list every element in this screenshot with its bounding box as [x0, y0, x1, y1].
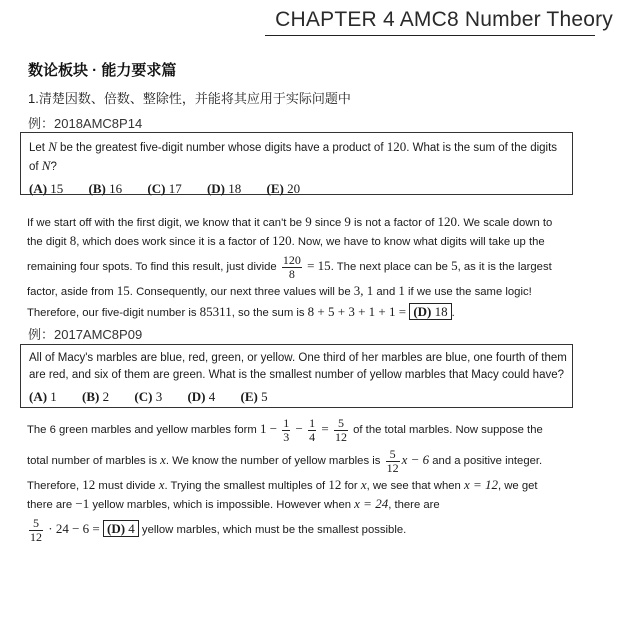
answer-letter: (D) — [413, 304, 432, 319]
math: 1 — [398, 283, 405, 298]
math-var: N — [48, 139, 57, 154]
text: , there are — [388, 499, 440, 511]
example1-problem-line1 — [29, 138, 564, 157]
fraction-denominator: 4 — [309, 429, 316, 444]
choice-value: 5 — [261, 389, 268, 404]
answer-box — [103, 520, 139, 537]
example1-solution — [27, 213, 567, 322]
math: x = 24 — [354, 496, 389, 511]
text: , we get — [497, 480, 538, 492]
answer-letter: (D) — [107, 521, 126, 536]
text: since — [311, 217, 345, 229]
math: − — [292, 421, 307, 436]
fraction — [308, 417, 316, 444]
text: If we start off with the first digit, we know that it can't be — [27, 217, 306, 229]
text: of — [29, 161, 42, 173]
choice-a — [29, 180, 63, 197]
choice-letter: (E) — [266, 181, 284, 196]
example2-solution — [27, 414, 567, 545]
choice-value: 17 — [168, 181, 182, 196]
text: remaining four spots. To find this result, just divide — [27, 261, 280, 273]
example1-label: 例：2018AMC8P14 — [28, 116, 143, 131]
text: there are — [27, 499, 76, 511]
choice-b — [89, 180, 123, 197]
solution-line — [27, 282, 567, 301]
text: if we use the same logic! — [404, 286, 532, 298]
text: Therefore, our five-digit number is — [27, 307, 200, 319]
fraction-denominator: 12 — [386, 460, 399, 475]
choice-letter: (C) — [134, 389, 153, 404]
chapter-header: CHAPTER 4 AMC8 Number Theory — [275, 8, 613, 31]
example2-problem-box — [20, 344, 573, 408]
text: factor, aside from — [27, 286, 117, 298]
math: 8 — [69, 233, 77, 248]
solution-line — [27, 476, 567, 495]
math: 9 — [344, 214, 351, 229]
fraction-numerator: 1 — [309, 415, 316, 430]
example1-choices — [29, 180, 564, 197]
math: 120 — [272, 233, 292, 248]
solution-line — [27, 445, 567, 476]
choice-b — [82, 388, 109, 405]
solution-line — [27, 213, 567, 232]
fraction-denominator: 8 — [288, 266, 295, 281]
answer-value: 4 — [128, 521, 135, 536]
text: ? — [50, 161, 57, 173]
math-var: x — [158, 477, 165, 492]
choice-value: 15 — [50, 181, 64, 196]
solution-line — [27, 303, 567, 322]
text: . Trying the smallest multiples of — [164, 480, 329, 492]
choice-e — [266, 180, 300, 197]
math: · 24 − 6 = — [45, 521, 103, 536]
math: = — [318, 421, 332, 436]
fraction — [386, 448, 400, 475]
choice-c — [147, 180, 181, 197]
text: . We scale down to — [457, 217, 553, 229]
math: 1 − — [259, 421, 281, 436]
text: total number of marbles is — [27, 455, 161, 467]
math-var: x — [360, 477, 367, 492]
text: is not a factor of — [350, 217, 438, 229]
choice-d — [207, 180, 241, 197]
fraction — [282, 417, 290, 444]
solution-line — [27, 251, 567, 282]
choice-letter: (D) — [187, 389, 206, 404]
solution-line — [27, 495, 567, 514]
math: = 15 — [303, 258, 331, 273]
example1-problem-box — [20, 132, 573, 195]
fraction — [334, 417, 348, 444]
choice-c — [134, 388, 162, 405]
fraction — [282, 254, 302, 281]
text: . Consequently, our next three values will be — [129, 286, 354, 298]
math: 120 — [437, 214, 458, 229]
text: , as it is the largest — [457, 261, 552, 273]
text: and a positive integer. — [429, 455, 543, 467]
text: Therefore, — [27, 480, 83, 492]
fraction-numerator: 120 — [282, 252, 301, 267]
fraction-numerator: 5 — [386, 448, 400, 462]
choice-letter: (C) — [147, 181, 166, 196]
choice-letter: (E) — [240, 389, 258, 404]
text: , which does work since it is a factor of — [76, 236, 273, 248]
choice-value: 2 — [102, 389, 110, 404]
answer-box — [409, 303, 451, 320]
example2-problem-line2: are red, and six of them are green. What is the smallest number of yellow marbles that Macy could have? — [29, 369, 565, 381]
text: The 6 green marbles and yellow marbles form — [27, 424, 260, 436]
choice-letter: (B) — [88, 181, 106, 196]
choice-a — [29, 388, 57, 405]
header-rule — [265, 35, 595, 36]
text: . We know the number of yellow marbles is — [165, 455, 384, 467]
solution-line — [27, 514, 567, 545]
choice-d — [187, 388, 215, 405]
fraction-numerator: 1 — [283, 415, 290, 430]
fraction-numerator: 5 — [334, 417, 348, 431]
choice-letter: (D) — [206, 181, 225, 196]
math: 5 — [451, 258, 458, 273]
math: −1 — [75, 496, 90, 511]
math: 12 — [328, 477, 342, 492]
text: the digit — [27, 236, 70, 248]
fraction-denominator: 12 — [334, 429, 347, 444]
fraction-denominator: 12 — [30, 529, 42, 544]
choice-value: 16 — [109, 181, 123, 196]
choice-value: 4 — [208, 389, 216, 404]
text: yellow marbles, which is impossible. However when — [89, 499, 355, 511]
text: , so the sum is — [231, 307, 308, 319]
choice-value: 3 — [155, 389, 163, 404]
choice-value: 1 — [50, 389, 57, 404]
text: Let — [29, 142, 49, 154]
section-title: 数论板块 · 能力要求篇 — [28, 62, 177, 79]
example2-choices — [29, 388, 564, 405]
math-var: x — [160, 452, 166, 467]
answer-value: 18 — [434, 304, 448, 319]
choice-letter: (A) — [29, 181, 48, 196]
fraction — [29, 517, 43, 544]
choice-value: 18 — [228, 181, 242, 196]
fraction-numerator: 5 — [29, 517, 43, 531]
fraction-denominator: 3 — [283, 429, 290, 444]
choice-value: 20 — [287, 181, 301, 196]
text: must divide — [95, 480, 159, 492]
text: . Now, we have to know what digits will take up the — [291, 236, 545, 248]
text: . What is the sum of the digits — [406, 142, 558, 154]
choice-letter: (B) — [82, 389, 100, 404]
text: of the total marbles. Now suppose the — [349, 424, 543, 436]
math: 8 + 5 + 3 + 1 + 1 = — [307, 304, 410, 319]
example2-label: 例：2017AMC8P09 — [28, 327, 143, 342]
example2-problem-line1: All of Macy's marbles are blue, red, green, or yellow. One third of her marbles are blue, one fourth of them — [29, 352, 567, 364]
text: , we see that when — [366, 480, 464, 492]
text: and — [373, 286, 399, 298]
math: 9 — [305, 214, 312, 229]
math-var: N — [41, 158, 51, 173]
example1-problem-line2 — [29, 157, 564, 176]
math: 85311 — [199, 304, 232, 319]
solution-line — [27, 414, 567, 445]
text: . The next place can be — [330, 261, 452, 273]
math-num: 120 — [386, 139, 407, 154]
text: yellow marbles, which must be the smallest possible. — [138, 524, 407, 536]
math: x − 6 — [401, 452, 430, 467]
math: x = 12 — [463, 477, 498, 492]
requirement-text: 1.清楚因数、倍数、整除性，并能将其应用于实际问题中 — [28, 91, 351, 106]
math: 12 — [82, 477, 96, 492]
choice-e — [240, 388, 267, 405]
math: 15 — [116, 283, 130, 298]
text: for — [341, 480, 361, 492]
choice-letter: (A) — [29, 389, 48, 404]
text: be the greatest five-digit number whose digits have a product of — [56, 142, 387, 154]
text: . — [451, 307, 455, 319]
math: 3, 1 — [353, 283, 374, 298]
solution-line — [27, 232, 567, 251]
